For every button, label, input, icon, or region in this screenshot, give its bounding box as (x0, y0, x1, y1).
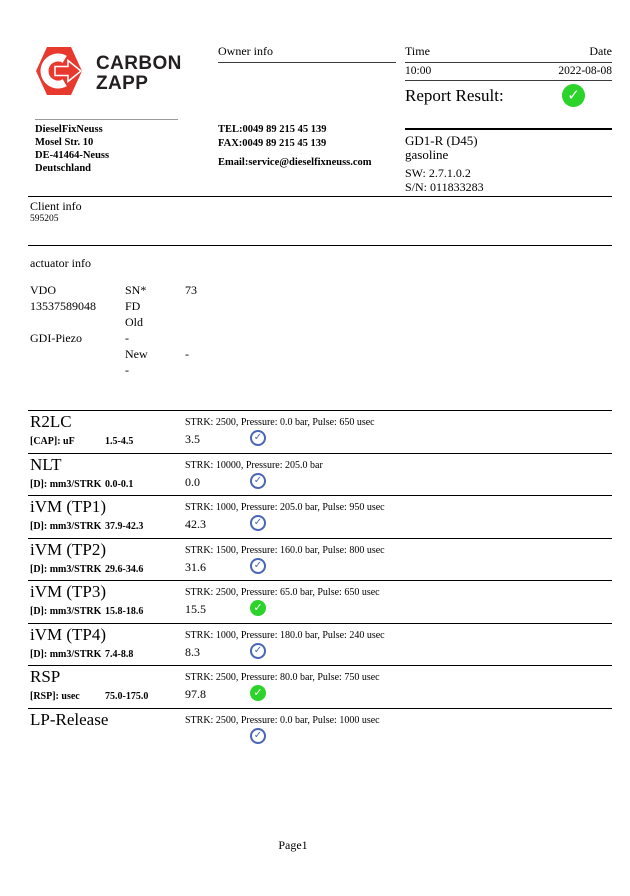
actuator-sn-value: 73 (185, 283, 197, 297)
logo-line2: ZAPP (96, 72, 149, 94)
check-circle-icon (250, 685, 266, 701)
actuator-value-blank (185, 363, 197, 379)
check-circle-icon (250, 558, 266, 574)
machine-serial-number: S/N: 011833283 (405, 180, 484, 194)
machine-fuel-type: gasoline (405, 147, 449, 162)
test-row-ivm-tp3 (28, 580, 612, 623)
test-row-ivm-tp4 (28, 623, 612, 666)
test-name: iVM (TP2) (30, 539, 107, 559)
time-value: 10:00 (405, 65, 432, 77)
test-range: 15.8-18.6 (105, 606, 144, 617)
test-unit: [D]: mm3/STRK (30, 478, 102, 490)
actuator-value-blank (185, 331, 197, 347)
test-range: 0.0-0.1 (105, 478, 134, 490)
actuator-column-identity (30, 283, 96, 347)
owner-divider (35, 119, 178, 120)
test-name: iVM (TP4) (30, 624, 107, 644)
actuator-new-dash: - (125, 363, 129, 377)
test-unit: [RSP]: usec (30, 691, 80, 702)
check-circle-icon (250, 515, 266, 531)
test-params: STRK: 2500, Pressure: 65.0 bar, Pulse: 650 usec (185, 587, 380, 598)
owner-street: Mosel Str. 10 (35, 137, 94, 148)
owner-fax: FAX:0049 89 215 45 139 (218, 138, 327, 149)
test-unit: [D]: mm3/STRK (30, 563, 102, 575)
test-row-r2lc (28, 410, 612, 453)
check-circle-icon (250, 473, 266, 489)
machine-divider (405, 128, 612, 130)
logo-line1: CARBON (96, 53, 182, 74)
owner-tel: TEL:0049 89 215 45 139 (218, 124, 327, 135)
test-name: NLT (30, 454, 62, 474)
actuator-info-heading: actuator info (30, 256, 91, 270)
actuator-part-number: 13537589048 (30, 299, 96, 313)
date-value: 2022-08-08 (558, 65, 612, 77)
actuator-value-blank (185, 315, 197, 331)
check-circle-icon (250, 643, 266, 659)
test-name: RSP (30, 667, 61, 686)
test-params: STRK: 2500, Pressure: 0.0 bar, Pulse: 650 usec (185, 417, 375, 428)
check-circle-icon (250, 728, 266, 744)
test-name: LP-Release (30, 709, 109, 729)
test-value: 42.3 (185, 517, 206, 531)
test-value: 97.8 (185, 687, 206, 701)
test-value: 15.5 (185, 602, 206, 616)
time-label: Time (405, 44, 430, 58)
owner-country: Deutschland (35, 163, 92, 174)
actuator-type: GDI-Piezo (30, 331, 82, 345)
test-range: 29.6-34.6 (105, 563, 144, 575)
actuator-old-label: Old (125, 315, 143, 329)
check-circle-icon (250, 600, 266, 616)
logo-wordmark (96, 54, 182, 93)
actuator-column-labels (125, 283, 148, 379)
test-params: STRK: 1000, Pressure: 180.0 bar, Pulse: 240 usec (185, 629, 385, 641)
time-date-values (405, 63, 612, 81)
test-unit: [CAP]: uF (30, 436, 75, 447)
test-params: STRK: 1500, Pressure: 160.0 bar, Pulse: 800 usec (185, 544, 385, 556)
check-circle-icon (250, 430, 266, 446)
report-result-block (405, 84, 585, 107)
carbon-zapp-logo (33, 46, 182, 101)
owner-email: Email:service@dieselfixneuss.com (218, 157, 372, 168)
owner-city: DE-41464-Neuss (35, 150, 110, 161)
carbon-zapp-hexagon-arrow-icon (33, 46, 87, 101)
test-range: 75.0-175.0 (105, 691, 149, 702)
report-result-label: Report Result: (405, 85, 504, 105)
time-date-labels (405, 44, 612, 63)
test-results-table (28, 410, 612, 750)
test-row-nlt (28, 453, 612, 496)
actuator-new-value: - (185, 347, 189, 361)
machine-info-block (405, 134, 484, 194)
test-params: STRK: 2500, Pressure: 0.0 bar, Pulse: 1000 usec (185, 714, 380, 726)
machine-model: GD1-R (D45) (405, 133, 478, 148)
actuator-section-divider (28, 245, 612, 246)
actuator-blank-line (30, 315, 96, 331)
test-params: STRK: 1000, Pressure: 205.0 bar, Pulse: 950 usec (185, 502, 385, 513)
test-unit: [D]: mm3/STRK (30, 648, 102, 660)
actuator-value-blank (185, 299, 197, 315)
actuator-old-dash: - (125, 331, 129, 345)
test-value: 0.0 (185, 474, 200, 489)
page-number: Page1 (278, 838, 308, 852)
test-params: STRK: 10000, Pressure: 205.0 bar (185, 459, 323, 471)
client-info-heading: Client info (30, 199, 82, 213)
date-label: Date (589, 44, 612, 58)
report-result-pass-check-icon (562, 84, 585, 107)
client-number: 595205 (30, 214, 59, 224)
machine-software-version: SW: 2.7.1.0.2 (405, 166, 471, 180)
test-name: R2LC (30, 412, 72, 431)
test-value: 31.6 (185, 559, 206, 574)
test-unit: [D]: mm3/STRK (30, 521, 102, 532)
actuator-brand: VDO (30, 283, 56, 297)
time-date-block (405, 44, 612, 81)
actuator-fd-label: FD (125, 299, 141, 313)
owner-name: DieselFixNeuss (35, 124, 103, 135)
test-value: 3.5 (185, 432, 200, 446)
test-value: 8.3 (185, 644, 200, 659)
test-row-ivm-tp1 (28, 495, 612, 538)
client-section-divider (28, 196, 612, 197)
owner-address-block (35, 123, 109, 175)
test-name: iVM (TP1) (30, 497, 107, 516)
test-params: STRK: 2500, Pressure: 80.0 bar, Pulse: 750 usec (185, 672, 380, 683)
test-row-rsp (28, 665, 612, 708)
test-row-lp-release (28, 708, 612, 751)
test-name: iVM (TP3) (30, 582, 107, 601)
owner-info-heading: Owner info (218, 44, 396, 63)
actuator-column-values (185, 283, 197, 379)
actuator-sn-label: SN* (125, 283, 147, 297)
test-unit: [D]: mm3/STRK (30, 606, 102, 617)
test-row-ivm-tp2 (28, 538, 612, 581)
actuator-new-label: New (125, 347, 148, 361)
owner-contact-block (218, 123, 372, 170)
test-range: 37.9-42.3 (105, 521, 144, 532)
test-range: 1.5-4.5 (105, 436, 134, 447)
test-range: 7.4-8.8 (105, 648, 134, 660)
